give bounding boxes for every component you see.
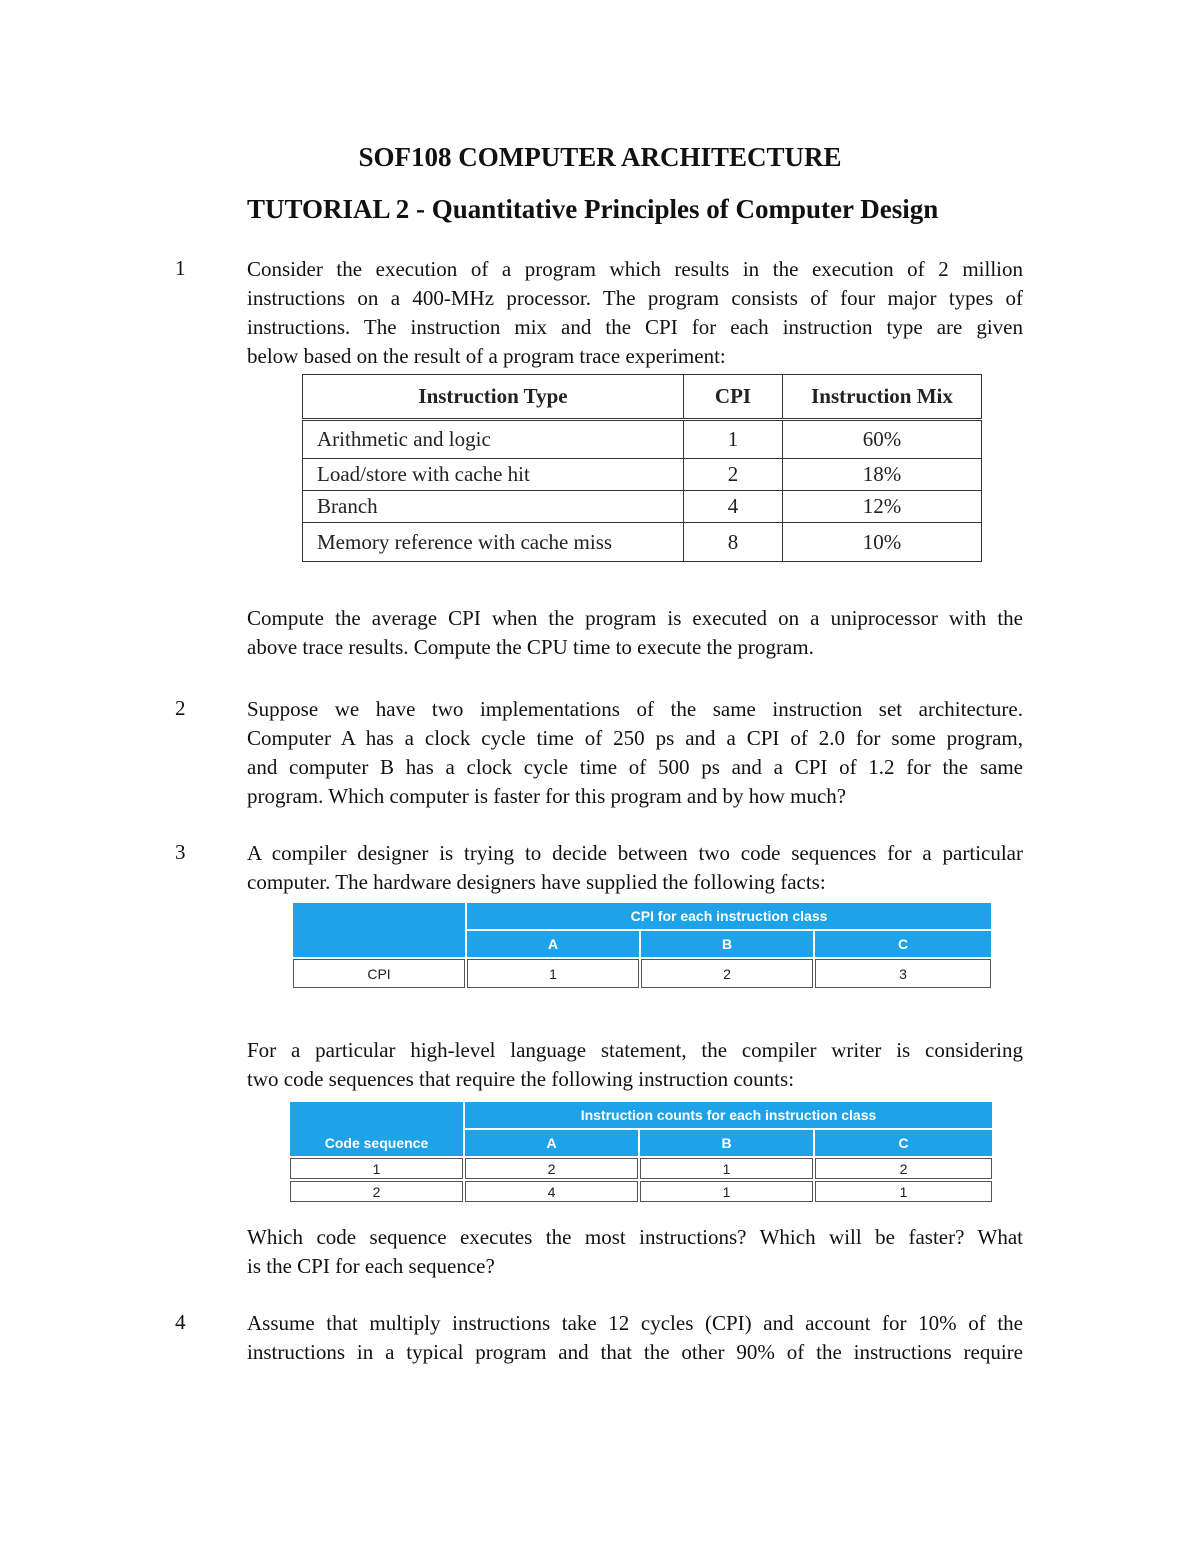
cell-type: Branch [303,491,684,523]
header-class-a: A [467,931,639,957]
question-number-1: 1 [175,256,186,280]
text-line: instructions on a 400-MHz processor. The program consists of four major types of [247,286,1023,310]
text-line: Assume that multiply instructions take 12 cycles (CPI) and account for 10% of the [247,1311,1023,1335]
cell-cpi: 8 [684,523,783,562]
header-counts-group: Instruction counts for each instruction class [465,1102,992,1128]
table-row [303,459,982,491]
table-header-row [303,375,982,420]
question-4-text [247,1309,1023,1367]
header-code-sequence: Code sequence [290,1102,463,1156]
course-title: SOF108 COMPUTER ARCHITECTURE [358,142,842,172]
cell-count-c: 1 [815,1181,992,1202]
header-blank [293,903,465,957]
header-class-c: C [815,931,991,957]
text-line: two code sequences that require the following instruction counts: [247,1067,795,1091]
instruction-counts-table [288,1100,994,1204]
cell-type: Arithmetic and logic [303,420,684,459]
question-number-4: 4 [175,1310,186,1334]
cell-count-a: 2 [465,1158,638,1179]
question-1-task [247,604,1023,662]
text-line: instructions in a typical program and that the other 90% of the instructions require [247,1340,1023,1364]
header-class-a: A [465,1130,638,1156]
header-instruction-mix: Instruction Mix [783,375,982,420]
tutorial-title: TUTORIAL 2 - Quantitative Principles of Computer Design [247,194,939,224]
text-line: Which code sequence executes the most instructions? Which will be faster? What [247,1225,1023,1249]
cell-sequence: 1 [290,1158,463,1179]
text-line: instructions. The instruction mix and the CPI for each instruction type are given [247,315,1023,339]
question-3-mid-text [247,1036,1023,1094]
cell-count-b: 1 [640,1158,813,1179]
cell-sequence: 2 [290,1181,463,1202]
cell-value: 2 [641,959,813,988]
cell-cpi: 4 [684,491,783,523]
text-line: computer. The hardware designers have supplied the following facts: [247,870,826,894]
header-class-b: B [640,1130,813,1156]
header-cpi: CPI [684,375,783,420]
header-cpi-group: CPI for each instruction class [467,903,991,929]
table-row [290,1181,992,1202]
cell-type: Load/store with cache hit [303,459,684,491]
text-line: Suppose we have two implementations of the same instruction set architecture. [247,697,1023,721]
table-row [290,1158,992,1179]
text-line: A compiler designer is trying to decide between two code sequences for a particular [247,841,1023,865]
cell-cpi: 1 [684,420,783,459]
question-1-text [247,255,1023,371]
header-instruction-type: Instruction Type [303,375,684,420]
question-2-text [247,695,1023,811]
table-row [303,420,982,459]
cell-value: 1 [467,959,639,988]
cell-mix: 12% [783,491,982,523]
cell-count-a: 4 [465,1181,638,1202]
cell-count-b: 1 [640,1181,813,1202]
question-number-2: 2 [175,696,186,720]
text-line: is the CPI for each sequence? [247,1254,495,1278]
instruction-mix-table [302,374,982,562]
text-line: For a particular high-level language statement, the compiler writer is considering [247,1038,1023,1062]
table-row [303,491,982,523]
cell-mix: 18% [783,459,982,491]
text-line: Computer A has a clock cycle time of 250 ps and a CPI of 2.0 for some program, [247,726,1023,750]
cell-type: Memory reference with cache miss [303,523,684,562]
header-class-c: C [815,1130,992,1156]
header-class-b: B [641,931,813,957]
question-number-3: 3 [175,840,186,864]
cell-row-label: CPI [293,959,465,988]
table-header-row [290,1102,992,1128]
text-line: above trace results. Compute the CPU time to execute the program. [247,635,814,659]
cell-mix: 60% [783,420,982,459]
text-line: Compute the average CPI when the program is executed on a uniprocessor with the [247,606,1023,630]
question-3-task [247,1223,1023,1281]
table-header-row [293,903,991,929]
cell-cpi: 2 [684,459,783,491]
cell-count-c: 2 [815,1158,992,1179]
question-3-text [247,839,1023,897]
text-line: Consider the execution of a program which results in the execution of 2 million [247,257,1023,281]
text-line: below based on the result of a program trace experiment: [247,344,726,368]
cell-mix: 10% [783,523,982,562]
text-line: program. Which computer is faster for this program and by how much? [247,784,847,808]
table-row [303,523,982,562]
cpi-class-table [291,901,993,990]
table-row [293,959,991,988]
text-line: and computer B has a clock cycle time of 500 ps and a CPI of 1.2 for the same [247,755,1023,779]
cell-value: 3 [815,959,991,988]
